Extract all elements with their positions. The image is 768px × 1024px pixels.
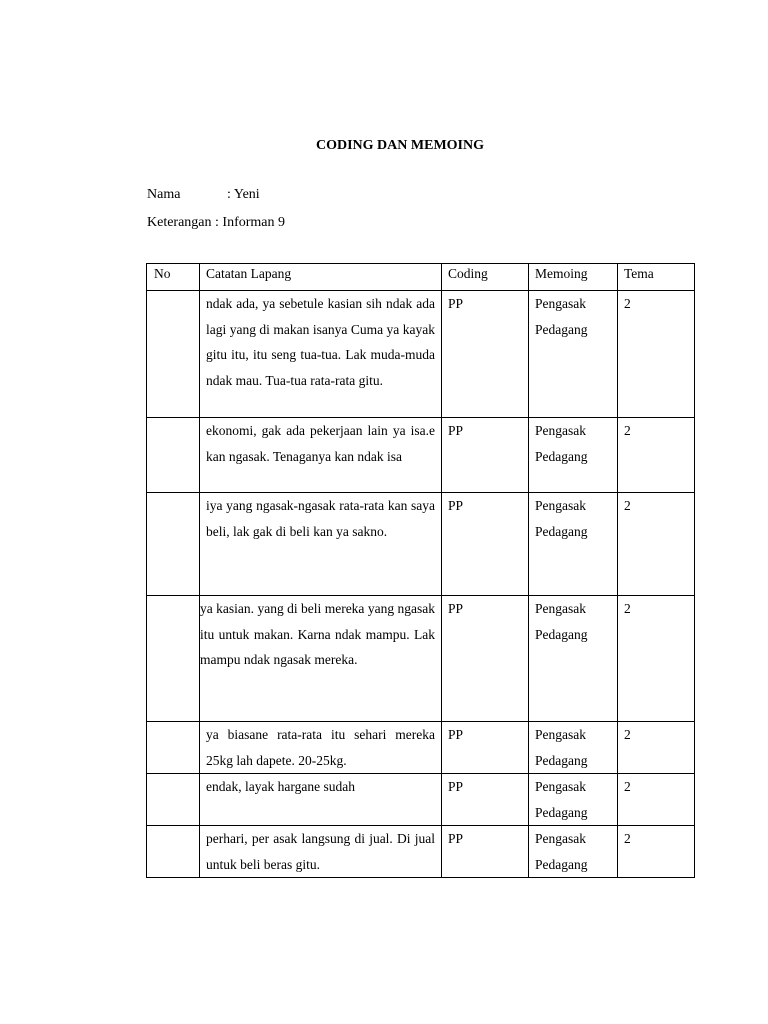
memoing-line-1: Pengasak <box>535 831 586 846</box>
header-no: No <box>147 264 200 291</box>
table-row <box>147 774 695 826</box>
header-coding: Coding <box>442 264 529 291</box>
coding-table <box>146 263 695 878</box>
keterangan-label: Keterangan <box>147 215 212 230</box>
table-row <box>147 722 695 774</box>
cell-tema: 2 <box>618 774 695 826</box>
cell-no <box>147 722 200 774</box>
cell-coding: PP <box>442 722 529 774</box>
cell-memoing <box>529 826 618 878</box>
cell-no <box>147 418 200 493</box>
memoing-line-2: Pedagang <box>535 856 588 872</box>
cell-tema: 2 <box>618 418 695 493</box>
cell-memoing <box>529 774 618 826</box>
cell-coding: PP <box>442 826 529 878</box>
cell-catatan: ya kasian. yang di beli mereka yang ngasak itu untuk makan. Karna ndak mampu. Lak mampu ndak ngasak mereka. <box>200 596 442 722</box>
cell-memoing <box>529 493 618 596</box>
keterangan-value: : Informan 9 <box>215 215 286 230</box>
memoing-line-1: Pengasak <box>535 423 586 438</box>
table-row <box>147 493 695 596</box>
cell-catatan: endak, layak hargane sudah <box>200 774 442 826</box>
header-tema: Tema <box>618 264 695 291</box>
cell-coding: PP <box>442 596 529 722</box>
nama-value: : Yeni <box>227 187 260 202</box>
cell-coding: PP <box>442 291 529 418</box>
cell-no <box>147 596 200 722</box>
nama-row <box>147 187 260 203</box>
cell-tema: 2 <box>618 722 695 774</box>
memoing-line-1: Pengasak <box>535 296 586 311</box>
memoing-line-2: Pedagang <box>535 448 588 464</box>
header-memoing: Memoing <box>529 264 618 291</box>
cell-catatan: iya yang ngasak-ngasak rata-rata kan saya beli, lak gak di beli kan ya sakno. <box>200 493 442 596</box>
cell-memoing <box>529 596 618 722</box>
keterangan-row <box>147 215 285 231</box>
memoing-line-1: Pengasak <box>535 779 586 794</box>
table-row <box>147 596 695 722</box>
nama-label: Nama <box>147 187 181 202</box>
cell-no <box>147 774 200 826</box>
cell-coding: PP <box>442 493 529 596</box>
cell-catatan: perhari, per asak langsung di jual. Di jual untuk beli beras gitu. <box>200 826 442 878</box>
memoing-line-1: Pengasak <box>535 727 586 742</box>
table-row <box>147 826 695 878</box>
memoing-line-2: Pedagang <box>535 752 588 768</box>
table-row <box>147 291 695 418</box>
cell-no <box>147 826 200 878</box>
cell-coding: PP <box>442 418 529 493</box>
cell-tema: 2 <box>618 596 695 722</box>
table-header-row <box>147 264 695 291</box>
cell-coding: PP <box>442 774 529 826</box>
memoing-line-2: Pedagang <box>535 321 588 337</box>
cell-catatan: ekonomi, gak ada pekerjaan lain ya isa.e kan ngasak. Tenaganya kan ndak isa <box>200 418 442 493</box>
cell-no <box>147 493 200 596</box>
memoing-line-1: Pengasak <box>535 498 586 513</box>
cell-tema: 2 <box>618 826 695 878</box>
memoing-line-2: Pedagang <box>535 523 588 539</box>
memoing-line-1: Pengasak <box>535 601 586 616</box>
cell-catatan: ya biasane rata-rata itu sehari mereka 25kg lah dapete. 20-25kg. <box>200 722 442 774</box>
table-row <box>147 418 695 493</box>
cell-tema: 2 <box>618 493 695 596</box>
cell-no <box>147 291 200 418</box>
page-title: CODING DAN MEMOING <box>316 138 484 153</box>
cell-memoing <box>529 291 618 418</box>
cell-catatan: ndak ada, ya sebetule kasian sih ndak ada lagi yang di makan isanya Cuma ya kayak gitu itu, itu seng tua-tua. Lak muda-muda ndak mau. Tua-tua rata-rata gitu. <box>200 291 442 418</box>
cell-memoing <box>529 722 618 774</box>
header-catatan-lapang: Catatan Lapang <box>200 264 442 291</box>
memoing-line-2: Pedagang <box>535 626 588 642</box>
cell-memoing <box>529 418 618 493</box>
cell-tema: 2 <box>618 291 695 418</box>
memoing-line-2: Pedagang <box>535 804 588 820</box>
